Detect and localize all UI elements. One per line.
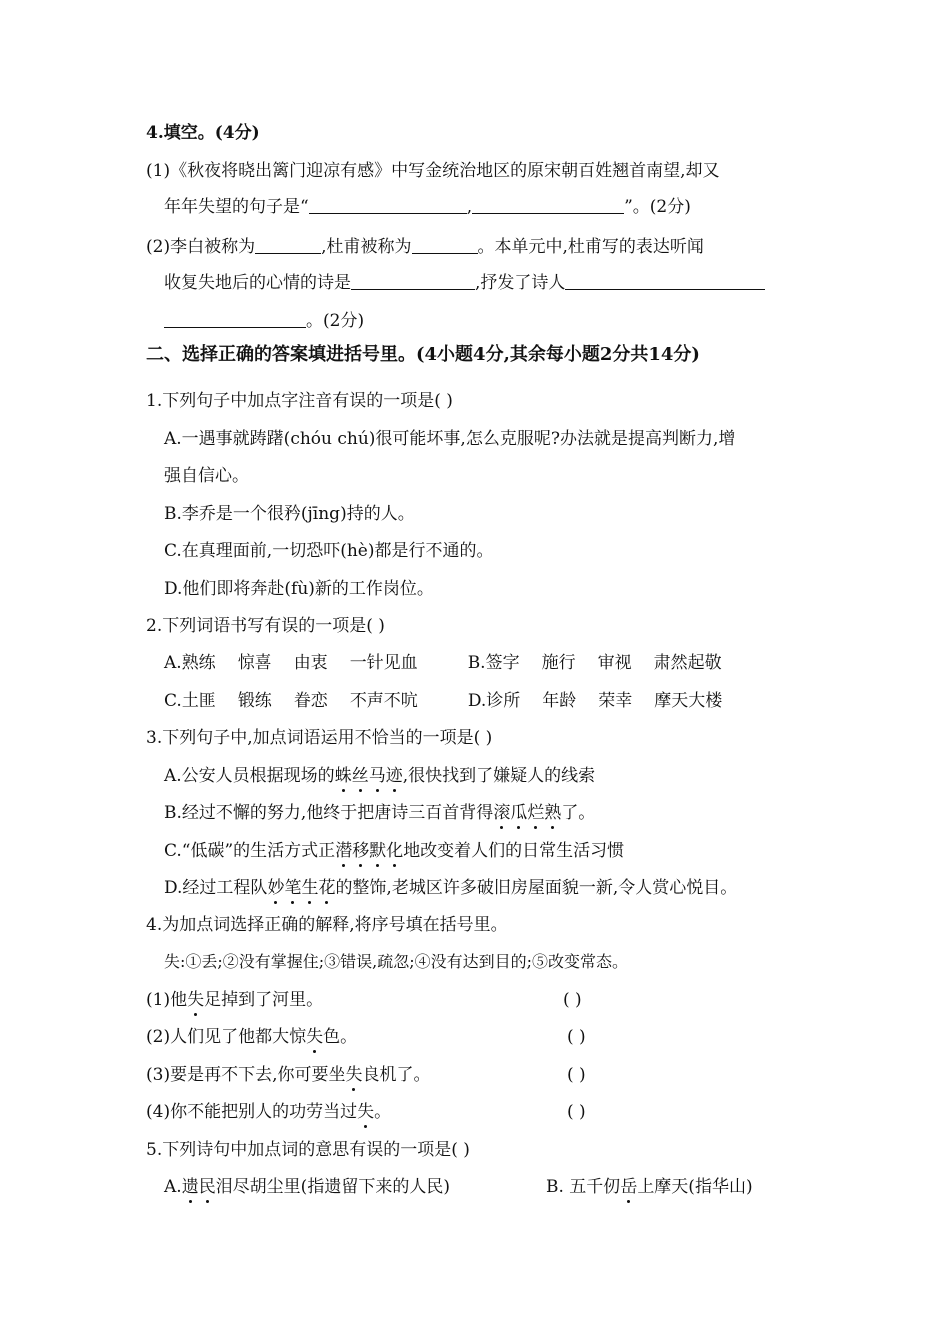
dotted-word bbox=[267, 878, 335, 898]
text: (3)要是再不下去,你可要坐 bbox=[146, 1065, 346, 1085]
q4-fill-part1-line1: (1)《秋夜将晓出篱门迎凉有感》中写金统治地区的原宋朝百姓翘首南望,却又 bbox=[146, 161, 720, 181]
word: 一针见血 bbox=[349, 653, 418, 673]
word: 诊所 bbox=[486, 691, 521, 711]
q1-option-d: D.他们即将奔赴(fù)新的工作岗位。 bbox=[164, 579, 434, 599]
emphasis-char: 花 bbox=[318, 878, 336, 898]
q3-option-d bbox=[164, 877, 737, 899]
answer-blank[interactable] bbox=[565, 273, 765, 290]
q4-sentence-1 bbox=[146, 989, 323, 1011]
q2-b-label: B. bbox=[467, 653, 486, 673]
q1-option-b: B.李乔是一个很矜(jīng)持的人。 bbox=[164, 504, 415, 524]
q2-stem: 2.下列词语书写有误的一项是( ) bbox=[146, 616, 385, 636]
word: 熟练 bbox=[181, 653, 216, 673]
q3-option-c bbox=[164, 840, 624, 862]
emphasis-char: 蛛 bbox=[334, 766, 352, 786]
word: 锻练 bbox=[237, 691, 272, 711]
word: 惊喜 bbox=[237, 653, 272, 673]
dotted-word bbox=[182, 1177, 216, 1197]
q4-fill-title: 4.填空。(4分) bbox=[146, 123, 260, 143]
q4-options: 失:①丢;②没有掌握住;③错误,疏忽;④没有达到目的;⑤改变常态。 bbox=[164, 952, 629, 971]
text: A. bbox=[164, 1177, 182, 1197]
emphasis-char: 妙 bbox=[267, 878, 285, 898]
text: 年年失望的句子是“ bbox=[164, 197, 309, 217]
emphasis-char: 马 bbox=[368, 766, 386, 786]
emphasis-char: 移 bbox=[352, 841, 370, 861]
emphasis-char: 生 bbox=[301, 878, 319, 898]
text: 收复失地后的心情的诗是 bbox=[164, 273, 351, 293]
emphasis-char: 遗 bbox=[181, 1177, 199, 1197]
q5-option-b bbox=[546, 1176, 753, 1198]
q1-option-a: A.一遇事就踌躇(chóu chú)很可能坏事,怎么克服呢?办法就是提高判断力,增 bbox=[164, 429, 736, 449]
q2-options-ab bbox=[164, 652, 722, 674]
text: 上摩天(指华山) bbox=[637, 1177, 753, 1197]
text: (2)李白被称为 bbox=[146, 237, 256, 257]
text: A.公安人员根据现场的 bbox=[164, 766, 335, 786]
q5-option-a bbox=[164, 1176, 450, 1198]
text: D.经过工程队 bbox=[164, 878, 268, 898]
dotted-word bbox=[306, 1027, 323, 1047]
dotted-word bbox=[335, 766, 403, 786]
q4-sentence-2 bbox=[146, 1026, 357, 1048]
text: ”。(2分) bbox=[624, 197, 691, 217]
text: ,抒发了诗人 bbox=[475, 273, 566, 293]
emphasis-char: 潜 bbox=[335, 841, 353, 861]
word: 眷恋 bbox=[293, 691, 328, 711]
answer-blank[interactable] bbox=[351, 273, 475, 290]
word: 肃然起敬 bbox=[653, 653, 722, 673]
text: (1)他 bbox=[146, 990, 188, 1010]
answer-blank[interactable] bbox=[472, 197, 624, 214]
q4-sentence-3 bbox=[146, 1064, 430, 1086]
text: (2)人们见了他都大惊 bbox=[146, 1027, 307, 1047]
answer-blank[interactable] bbox=[412, 237, 478, 254]
emphasis-char: 民 bbox=[198, 1177, 216, 1197]
dotted-word bbox=[335, 841, 403, 861]
word: 不声不吭 bbox=[349, 691, 418, 711]
q1-option-a-cont: 强自信心。 bbox=[164, 466, 249, 486]
text: C.“低碳”的生活方式正 bbox=[164, 841, 336, 861]
text: 泪尽胡尘里(指遗留下来的人民) bbox=[215, 1177, 450, 1197]
q1-stem: 1.下列句子中加点字注音有误的一项是( ) bbox=[146, 391, 453, 411]
text: B.经过不懈的努力,他终于把唐诗三百首背得 bbox=[164, 803, 494, 823]
text: 地改变着人们的日常生活习惯 bbox=[403, 841, 625, 861]
emphasis-char: 滚 bbox=[493, 803, 511, 823]
word: 荣幸 bbox=[598, 691, 633, 711]
emphasis-char: 笔 bbox=[284, 878, 302, 898]
q4-sentence-4 bbox=[146, 1101, 391, 1123]
answer-paren[interactable]: ( ) bbox=[567, 1027, 586, 1047]
text: 足掉到了河里。 bbox=[204, 990, 324, 1010]
word: 施行 bbox=[541, 653, 576, 673]
emphasis-char: 化 bbox=[386, 841, 404, 861]
answer-paren[interactable]: ( ) bbox=[567, 1102, 586, 1122]
emphasis-char: 丝 bbox=[351, 766, 369, 786]
answer-blank[interactable] bbox=[309, 197, 467, 214]
q4-fill-part2-line2 bbox=[164, 272, 765, 294]
text: 。 bbox=[374, 1102, 392, 1122]
section2-heading: 二、选择正确的答案填进括号里。(4小题4分,其余每小题2分共14分) bbox=[146, 344, 700, 365]
q4-fill-part2-line3 bbox=[164, 310, 364, 332]
word: 年龄 bbox=[542, 691, 577, 711]
text: 色。 bbox=[323, 1027, 358, 1047]
answer-blank[interactable] bbox=[164, 311, 306, 328]
word: 土匪 bbox=[181, 691, 216, 711]
q3-stem: 3.下列句子中,加点词语运用不恰当的一项是( ) bbox=[146, 728, 493, 748]
q2-c-label: C. bbox=[164, 691, 182, 711]
dotted-word bbox=[357, 1102, 374, 1122]
emphasis-char: 失 bbox=[345, 1065, 363, 1085]
text: 。(2分) bbox=[306, 311, 365, 331]
q2-a-label: A. bbox=[164, 653, 182, 673]
text: ,杜甫被称为 bbox=[321, 237, 412, 257]
text: ,很快找到了嫌疑人的线索 bbox=[402, 766, 596, 786]
emphasis-char: 瓜 bbox=[510, 803, 528, 823]
dotted-word bbox=[493, 803, 561, 823]
word: 签字 bbox=[485, 653, 520, 673]
word: 摩天大楼 bbox=[654, 691, 723, 711]
text: 了。 bbox=[561, 803, 596, 823]
word: 审视 bbox=[597, 653, 632, 673]
q2-options-cd bbox=[164, 690, 722, 712]
text: B. 五千仞 bbox=[546, 1177, 621, 1197]
q4-fill-part1-line2 bbox=[164, 196, 691, 218]
answer-paren[interactable]: ( ) bbox=[567, 1065, 586, 1085]
text: (4)你不能把别人的功劳当过 bbox=[146, 1102, 358, 1122]
dotted-word bbox=[345, 1065, 362, 1085]
q4-stem: 4.为加点词选择正确的解释,将序号填在括号里。 bbox=[146, 915, 508, 935]
q1-option-c: C.在真理面前,一切恐吓(hè)都是行不通的。 bbox=[164, 541, 494, 561]
q4-fill-part2-line1 bbox=[146, 236, 704, 258]
emphasis-char: 烂 bbox=[527, 803, 545, 823]
emphasis-char: 默 bbox=[369, 841, 387, 861]
answer-paren[interactable]: ( ) bbox=[563, 990, 582, 1010]
text: 良机了。 bbox=[362, 1065, 431, 1085]
word: 由衷 bbox=[293, 653, 328, 673]
dotted-word bbox=[620, 1177, 637, 1197]
text: , bbox=[466, 197, 473, 217]
q5-stem: 5.下列诗句中加点词的意思有误的一项是( ) bbox=[146, 1140, 470, 1160]
text: 。本单元中,杜甫写的表达听闻 bbox=[477, 237, 704, 257]
emphasis-char: 迹 bbox=[385, 766, 403, 786]
emphasis-char: 失 bbox=[187, 990, 205, 1010]
dotted-word bbox=[187, 990, 204, 1010]
answer-blank[interactable] bbox=[255, 237, 321, 254]
text: 的整饰,老城区许多破旧房屋面貌一新,令人赏心悦目。 bbox=[335, 878, 738, 898]
emphasis-char: 熟 bbox=[544, 803, 562, 823]
q3-option-b bbox=[164, 802, 595, 824]
emphasis-char: 岳 bbox=[620, 1177, 638, 1197]
q3-option-a bbox=[164, 765, 595, 787]
q2-d-label: D. bbox=[467, 691, 487, 711]
emphasis-char: 失 bbox=[306, 1027, 324, 1047]
emphasis-char: 失 bbox=[357, 1102, 375, 1122]
